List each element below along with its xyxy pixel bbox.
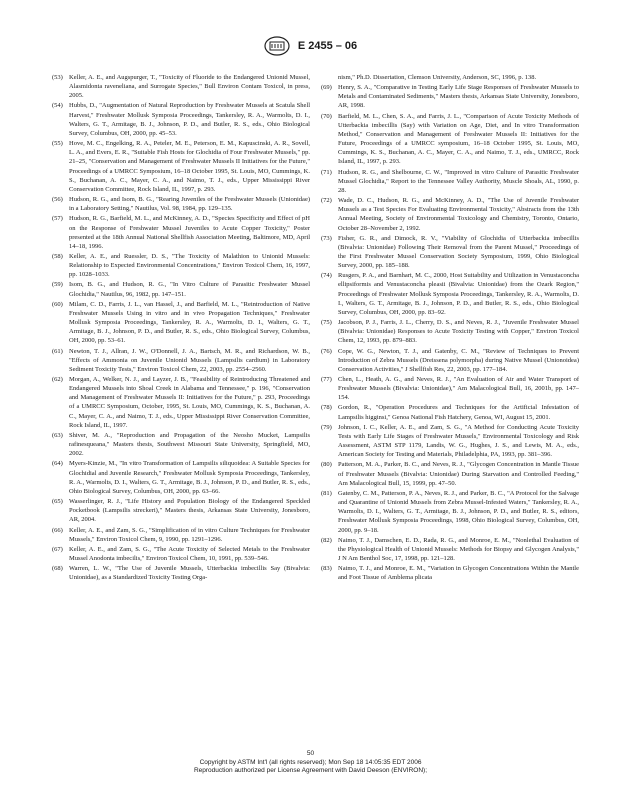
reference-text: Wade, D. C., Hudson, R. G., and McKinney, A. D., "The Use of Juvenile Freshwater Mussels as a Test Species For Evaluating Environmental Toxicity," Abstracts from the 13th Annual Meeting, Society of Environmental Toxicology and Chemistry, Toronto, Ontario, October 28–November 2, 1992. [338,197,579,232]
reference-number: (56) [52,196,63,204]
reference-text: Jacobson, P. J., Farris, J. L., Cherry, D. S., and Neves, R. J., "Juvenile Freshwater Mussel (Bivalvia: Unionidae) Responses to Acute Toxicity Testing with Copper," Environ Toxicol Chem, 12, 1993, pp. 879–883. [338,319,579,345]
astm-logo-icon [264,36,290,56]
reference-text: Barfield, M. L., Chen, S. A., and Farris, J. L., "Comparison of Acute Toxicity Methods of Utterbackia imbecillis (Say) with Variation on Age, Diet, and In vitro Transformation Method," Conservation and Management of Freshwater Mussels II: Initiatives for the Future, Proceedings of a UMRCC symposium, 16–18 October 1995, St. Louis, MO, Cummings, K. S., Buchanan, A. C., Mayer, C. A., and Naimo, T. J., eds., UMRCC, Rock Island, IL, 1997, p. 293. [338,112,579,166]
reference-text: Keller, A. E., and Augspurger, T., "Toxicity of Fluoride to the Endangered Unionid Mussel, Alasmidonta raveneliana, and Surrogate Species," Bull Environ Contam Toxicol, in press, 2005. [69,74,310,100]
reference-text: Hove, M. C., Engelking, R. A., Peteler, M. E., Peterson, E. M., Kapuscinski, A. R., Sovell, L. A., and Evers, E. R., "Suitable Fish Hosts for Glochidia of Four Freshwater Mussels," pp. 21–25, "Conservation and Management of Freshwater Mussels II Initiatives for the Future," Proceedings of a UMRCC Symposium, 16–18 October 1995, St. Louis, MO, Cummings, K. S., Buchanan, A. C., Mayer, C. A., and Naimo, T. J., eds., Upper Mississippi River Conservation Committee, Rock Island, IL, 1997, p. 293. [69,140,310,193]
reference-number: (79) [321,423,332,431]
reference-text: nism," Ph.D. Dissertation, Clemson University, Anderson, SC, 1996, p. 138. [338,74,537,81]
reference-text: Naimo, T. J., and Monroe, E. M., "Variation in Glycogen Concentrations Within the Mantle and Foot Tissue of Amblema plicata [338,565,579,582]
reference-entry [52,564,310,582]
reference-entry [321,112,579,167]
reference-text: Fisher, G. R., and Dimock, R. V., "Viability of Glochidia of Utterbackia imbecillis (Bivalvia: Unionidae) Following Their Removal from the Parent Mussel," Proceedings of the First Freshwater Mussel Conservation Society Symposium, 1999, Ohio Biological Survey, 2000, pp. 185–188. [338,234,579,270]
reference-text: Naimo, T. J., Damschen, E. D., Rada, R. G., and Monroe, E. M., "Nonlethal Evaluation of the Physiological Health of Unionid Mussels: Methods for Biopsy and Glycogen Analysis," J N Am Benthol Soc, 17, 1998, pp. 121–128. [338,536,579,562]
reference-text: Hudson, R. G., and Shelbourne, C. W., "Improved in vitro Culture of Parasitic Freshwater Mussel Glochidia," Report to the Tennessee Valley Authority, Muscle Shoals, AL, 1990, p. 28. [338,168,579,194]
reference-number: (78) [321,404,332,412]
reference-entry [321,271,579,317]
reference-text: Warren, L. W., "The Use of Juvenile Mussels, Utterbackia imbecillis Say (Bivalvia: Unionidae), as a Standardized Toxicity Testing Orga- [69,565,310,582]
reference-text: Gordon, R., "Operation Procedures and Techniques for the Artificial Infestation of Lampsilis higginsi," Genoa National Fish Hatchery, Genoa, WI, August 15, 2001. [338,404,579,421]
reference-number: (80) [321,461,332,469]
reference-number: (65) [52,498,63,506]
reference-entry [52,526,310,544]
reference-text: Myers-Kinzie, M., "In vitro Transformation of Lampsilis siliquoidea: A Suitable Species for Glochidial and Juvenile Research," Freshwater Mollusk Symposia Proceedings, Tankersley, R. A., Warmolts, D. I., Walters, G. T., Armitage, B. J., Johnson, P. D., and Butler, R. S., eds., Ohio Biological Survey, Columbus, OH, 2000, pp. 63–66. [69,460,310,495]
reference-number: (58) [52,252,63,260]
license-line: Reproduction authorized per License Agreement with David Deeson (ENVIRON); [193,767,428,774]
reference-number: (72) [321,197,332,205]
reference-entry [52,139,310,194]
reference-entry [321,234,579,271]
reference-number: (74) [321,272,332,280]
reference-number: (53) [52,74,63,81]
reference-entry [52,459,310,496]
reference-entry [52,252,310,279]
reference-entry [321,423,579,460]
reference-text: Morgan, A., Welker, N. J., and Layzer, J. B., "Feasibility of Reintroducing Threatened and Endangered Mussels into Shoal Creek in Alabama and Tennessee," p. 196, "Conservation and Management of Freshwater Mussels II: Initiatives for the Future," p. 293, Proceedings of a UMRCC Symposium, October, 1995, St. Louis, MO, Cummings, K. S., Buchanan, A. C., Mayer, C. A., and Naimo, T. J., eds., Upper Mississippi River Conservation Committee, Rock Island, IL, 1997. [69,376,310,429]
reference-entry [321,318,579,345]
reference-text: Henry, S. A., "Comparative in Testing Early Life Stage Responses of Freshwater Mussels to Metals and Contaminated Sediments," Masters thesis, Arkansas State University, Jonesboro, AR, 1998. [338,84,579,110]
reference-number: (75) [321,319,332,327]
reference-text: Chen, L., Heath, A. G., and Neves, R. J., "An Evaluation of Air and Water Transport of Freshwater Mussels (Bivalvia: Unionidae)," Am Malacological Bull, 16, 2001b, pp. 147–154. [338,376,579,402]
reference-text: Isom, B. G., and Hudson, R. G., "In Vitro Culture of Parasitic Freshwater Mussel Glochidia," Nautilus, 96, 1982, pp. 147–151. [69,281,310,298]
reference-text: Keller, A. E., and Ruessler, D. S., "The Toxicity of Malathion to Unionid Mussels: Relationship to Expected Environmental Concentrations," Environ Toxicol Chem, 16, 1997, pp. 1028–1033. [69,252,310,279]
right-column [321,73,579,583]
reference-number: (61) [52,347,63,355]
reference-entry [52,497,310,524]
reference-text: Keller, A. E., and Zam, S. G., "The Acute Toxicity of Selected Metals to the Freshwater Mussel Anodonta imbecilis," Environ Toxicol Chem, 10, 1991, pp. 539–546. [69,545,310,562]
reference-text: Wasserlinger, R. J., "Life History and Population Biology of the Endangered Speckled Pocketbook (Lampsilis streckeri)," Masters thesis, Arkansas State University, Jonesboro, AR, 2004. [69,498,310,524]
reference-entry [52,347,310,374]
reference-number: (76) [321,347,332,355]
reference-text: Cope, W. G., Newton, T. J., and Gatenby, C. M., "Review of Techniques to Prevent Introduction of Zebra Mussels (Dreissena polymorpha) during Native Mussel (Unionoidea) Conservation Activities," J Shellfish Res, 22, 2003, pp. 177–184. [338,347,579,373]
page-footer [0,750,621,776]
reference-number: (60) [52,300,63,308]
reference-number: (66) [52,526,63,534]
reference-number: (63) [52,431,63,439]
reference-number: (82) [321,536,332,544]
reference-number: (83) [321,565,332,573]
reference-entry [321,83,579,110]
reference-number: (57) [52,215,63,223]
left-column [52,73,310,583]
reference-entry [321,403,579,421]
reference-number: (81) [321,489,332,497]
reference-text: Gatenby, C. M., Patterson, P. A., Neves, R. J., and Parker, B. C., "A Protocol for the Salvage and Quarantine of Unionid Mussels from Zebra Mussel-Infested Waters," Tankersley, R. A., Warmolts, D. I., Walters, G. T., Armitage, B. J., Johnson, P. D., and Butler, R. S., editors, Freshwater Mollusk Symposia Proceedings, 1998, Ohio Biological Survey, Columbus, OH, 2000, pp. 9–18. [338,489,579,534]
reference-text: Shiver, M. A., "Reproduction and Propagation of the Neosho Mucket, Lampsilis rafinesqueana," Masters thesis, Southwest Missouri State University, Springfield, MO, 2002. [69,431,310,458]
reference-entry [321,536,579,563]
reference-number: (73) [321,234,332,242]
reference-entry [52,73,310,100]
reference-entry [52,431,310,458]
reference-text: Hudson, R. G., and Isom, B. G., "Rearing Juveniles of the Freshwater Mussels (Unionidae) in a Laboratory Setting," Nautilus, Vol. 98, 1984, pp. 129–135. [69,196,310,213]
reference-text: Rusgers, P. A., and Barnhart, M. C., 2000, Host Suitability and Utilization in Venustaconcha ellipsiformis and Venustaconcha pleasii (Bivalvia: Unionidae) from the Ozark Region," Proceedings of Freshwater Mollusk Symposia Proceedings, Tankersley, R. A., Warmolts, D. I., Walters, G. T., Armitage, B. J., Johnson, P. D., and Butler, R. S., eds., Ohio Biological Survey, Columbus, OH, 2000, pp. 83–92. [338,272,579,316]
reference-text: Newton, T. J., Allran, J. W., O'Donnell, J. A., Bartsch, M. R., and Richardson, W. B., "Effects of Ammonia on Juvenile Unionid Mussels (Lampsilis cardium) in Laboratory Sediment Toxicity Tests," Environ Toxicol Chem, 22, 2003, pp. 2554–2560. [69,347,310,373]
reference-entry [321,375,579,402]
reference-entry [52,300,310,346]
reference-entry [321,196,579,233]
reference-entry [321,460,579,487]
page-number: 50 [306,750,315,757]
reference-entry [321,564,579,582]
reference-text: Johnson, I. C., Keller, A. E., and Zam, S. G., "A Method for Conducting Acute Toxicity Tests with Early Life Stages of Freshwater Mussels," Environmental Toxicology and Risk Assessment, ASTM STP 1179, Landis, W. G., Hughes, J. S., and Lewis, M. A., eds., American Society for Testing and Materials, Philadelphia, PA, 1993, pp. 381–396. [338,423,579,459]
reference-number: (59) [52,281,63,289]
reference-entry [321,73,579,82]
document-number: E 2455 – 06 [297,40,358,52]
reference-entry [52,545,310,563]
reference-number: (70) [321,112,332,120]
reference-entry [321,489,579,535]
reference-number: (77) [321,376,332,383]
reference-text: Milam, C. D., Farris, J. L., van Hassel, J., and Barfield, M. L., "Reintroduction of Native Freshwater Mussels Using in vitro and in vivo Propagation Techniques," Freshwater Mollusk Symposia Proceedings, Tankersley, R. A., Warmolts, D. I., Walters, G. T., Armitage, B. J., Johnson, P. D., and Butler, R. S., eds., Ohio Biological Survey, Columbus, OH, 2000, pp. 53–61. [69,300,310,345]
reference-number: (64) [52,460,63,468]
reference-number: (54) [52,102,63,110]
reference-entry [52,214,310,251]
copyright-line: Copyright by ASTM Int'l (all rights reserved); Mon Sep 18 14:05:35 EDT 2006 [199,758,422,766]
reference-entry [52,195,310,213]
reference-text: Hudson, R. G., Barfield, M. L., and McKinney, A. D., "Species Specificity and Effect of pH on the Response of Freshwater Mussel Juveniles to Acute Copper Toxicity," Poster presented at the 18th Annual National Shellfish Association Meeting, Baltimore, MD, April 14–18, 1996. [69,215,310,250]
reference-number: (67) [52,545,63,553]
reference-entry [52,101,310,138]
reference-number: (69) [321,84,332,92]
reference-number: (62) [52,376,63,383]
reference-number: (55) [52,140,63,148]
reference-entry [52,280,310,298]
reference-number: (68) [52,565,63,573]
reference-text: Patterson, M. A., Parker, B. C., and Neves, R. J., "Glycogen Concentration in Mantle Tissue of Freshwater Mussels (Bivalvia: Unionidae) During Starvation and Controlled Feeding," Am Malacological Bull, 15, 1999, pp. 47–50. [338,461,579,487]
reference-text: Keller, A. E., and Zam, S. G., "Simplification of in vitro Culture Techniques for Freshwater Mussels," Environ Toxicol Chem, 9, 1990, pp. 1291–1296. [69,526,310,543]
page-header [0,36,621,56]
reference-entry [321,168,579,195]
reference-entry [52,375,310,430]
reference-entry [321,347,579,374]
reference-number: (71) [321,168,332,176]
reference-text: Hubbs, D., "Augmentation of Natural Reproduction by Freshwater Mussels at Scatula Shell Harvest," Freshwater Mollusk Symposia Proceedings, Tankersley, R. A., Warmolts, D. I., Walters, G. T., Armitage, B. J., Johnson, P. D., and Butler, R. S., eds., Ohio Biological Survey, Columbus, OH, 2000, pp. 45–53. [69,102,310,137]
